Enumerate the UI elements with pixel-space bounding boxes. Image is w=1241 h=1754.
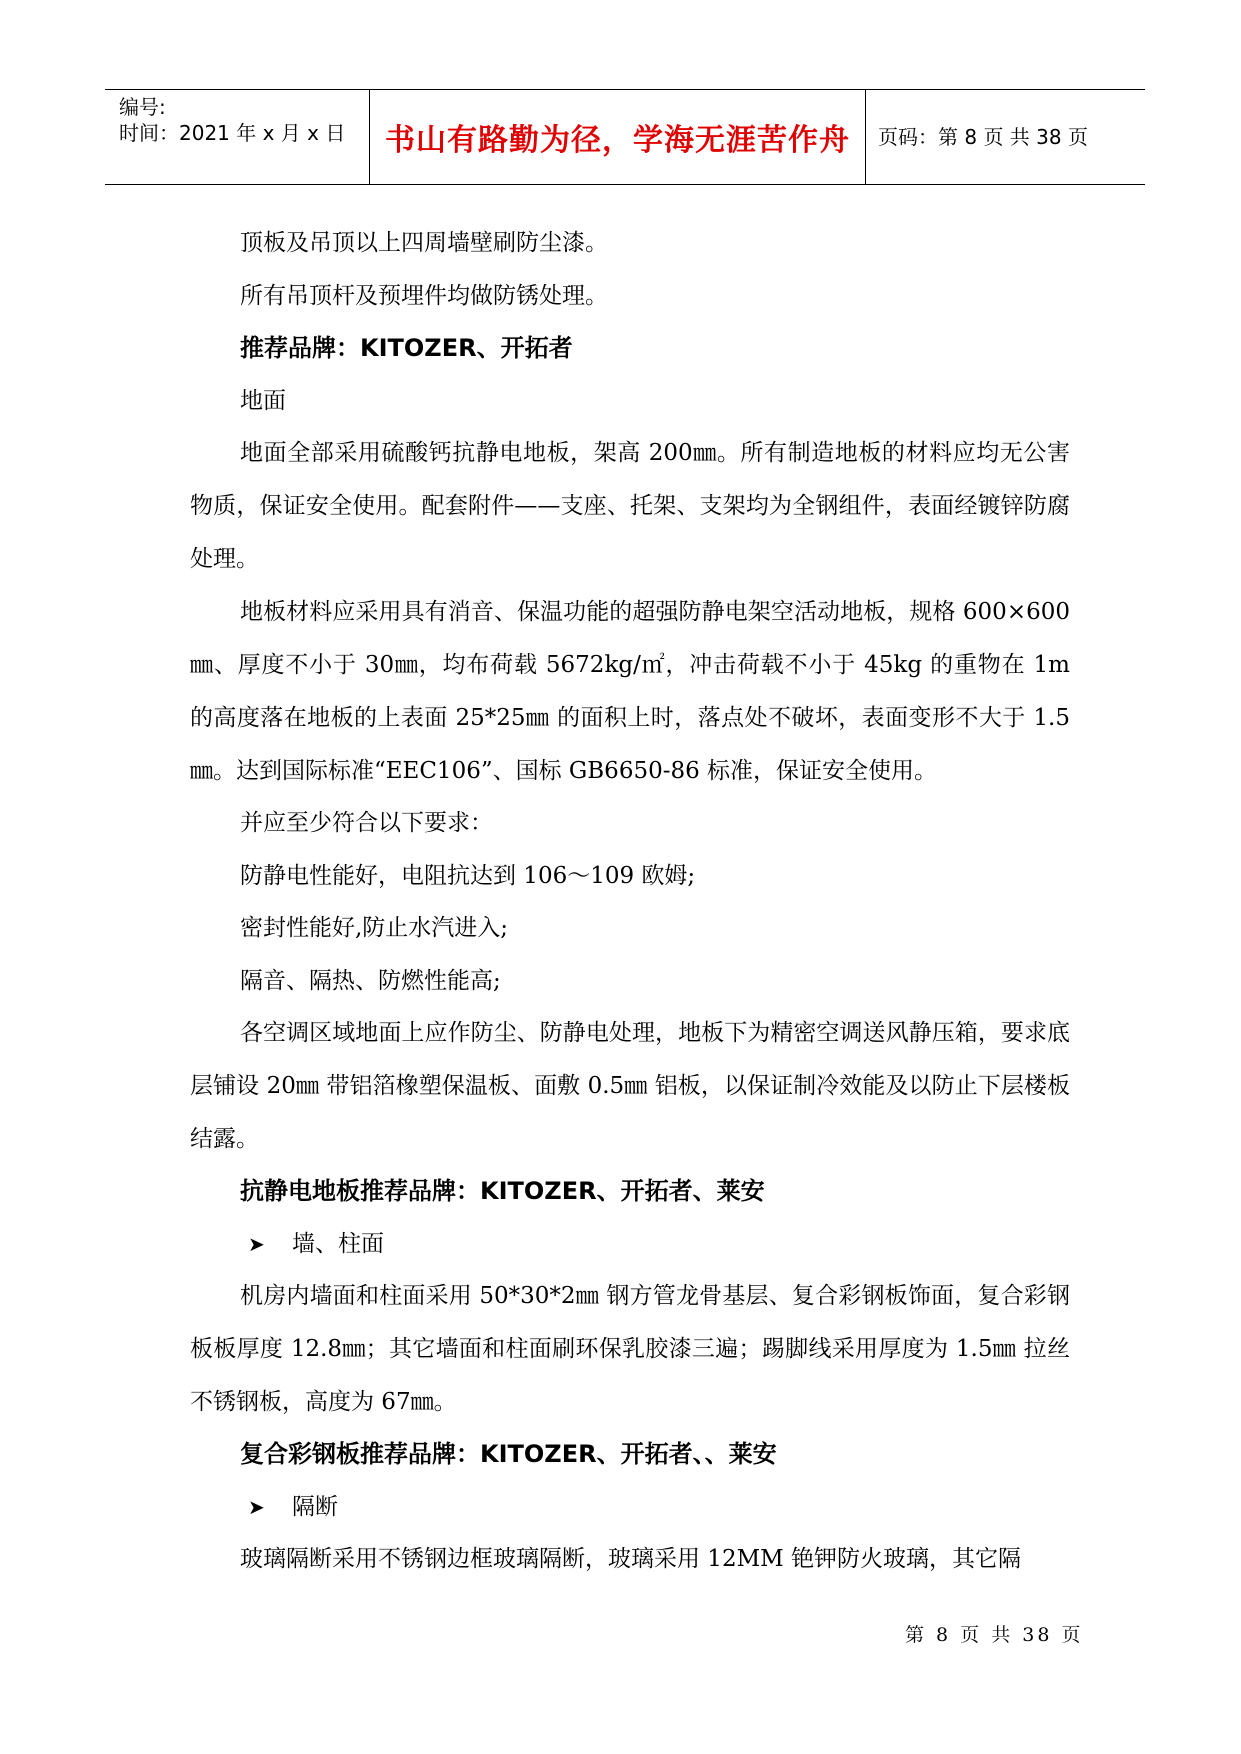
page-footer: 第 8 页 共 38 页 [905,1624,1084,1646]
section-heading: 复合彩钢板推荐品牌：KITOZER、开拓者、、莱安 [240,1440,777,1468]
bullet-label: 墙、柱面 [292,1231,384,1257]
arrow-bullet-icon: ➤ [248,1495,265,1519]
paragraph: 各空调区域地面上应作防尘、防静电处理，地板下为精密空调送风静压箱，要求底层铺设 20㎜ 带铝箔橡塑保温板、面敷 0.5㎜ 铝板，以保证制冷效能及以防止下层楼板结露。 [190,1020,1070,1152]
header-page-cell [866,90,1145,184]
header-page-label: 页码：第 8 页 共 38 页 [878,125,1088,149]
section-heading: 抗静电地板推荐品牌：KITOZER、开拓者、莱安 [240,1177,765,1205]
list-item: 防静电性能好，电阻抗达到 106～109 欧姆; [240,863,696,889]
paragraph: 顶板及吊顶以上四周墙壁刷防尘漆。 [240,230,608,256]
document-number-label: 编号: [119,95,166,119]
paragraph: 机房内墙面和柱面采用 50*30*2㎜ 钢方管龙骨基层、复合彩钢板饰面，复合彩钢板板厚度 12.8㎜；其它墙面和柱面刷环保乳胶漆三遍；踢脚线采用厚度为 1.5㎜ 拉丝不锈钢板，高度为 67㎜。 [190,1283,1070,1415]
document-time-label: 时间：2021 年 x 月 x 日 [119,121,346,145]
bullet-item [248,1481,338,1534]
header-motto-cell [370,90,866,184]
paragraph: 地板材料应采用具有消音、保温功能的超强防静电架空活动地板，规格 600×600㎜、厚度不小于 30㎜，均布荷载 5672kg/㎡，冲击荷载不小于 45kg 的重物在 1m 的高度落在地板的上表面 25*25㎜ 的面积上时，落点处不破坏，表面变形不大于 1.5㎜。达到国际标准“EEC106”、国标 GB6650-86 标准，保证安全使用。 [190,599,1070,784]
list-item: 密封性能好,防止水汽进入; [240,915,509,941]
bullet-label: 隔断 [292,1494,338,1520]
header-left-cell [105,90,370,184]
paragraph: 玻璃隔断采用不锈钢边框玻璃隔断，玻璃采用 12MM 铯钾防火玻璃，其它隔 [240,1546,1021,1572]
document-header [105,89,1145,185]
arrow-bullet-icon: ➤ [248,1232,265,1256]
paragraph: 地面 [240,388,286,414]
paragraph: 并应至少符合以下要求： [240,810,493,836]
list-item: 隔音、隔热、防燃性能高; [240,968,501,994]
bullet-item [248,1218,384,1271]
section-heading: 推荐品牌：KITOZER、开拓者 [240,334,573,362]
header-motto: 书山有路勤为径，学海无涯苦作舟 [385,123,850,158]
paragraph: 所有吊顶杆及预埋件均做防锈处理。 [240,283,608,309]
paragraph: 地面全部采用硫酸钙抗静电地板，架高 200㎜。所有制造地板的材料应均无公害物质，保证安全使用。配套附件——支座、托架、支架均为全钢组件，表面经镀锌防腐处理。 [190,440,1070,572]
